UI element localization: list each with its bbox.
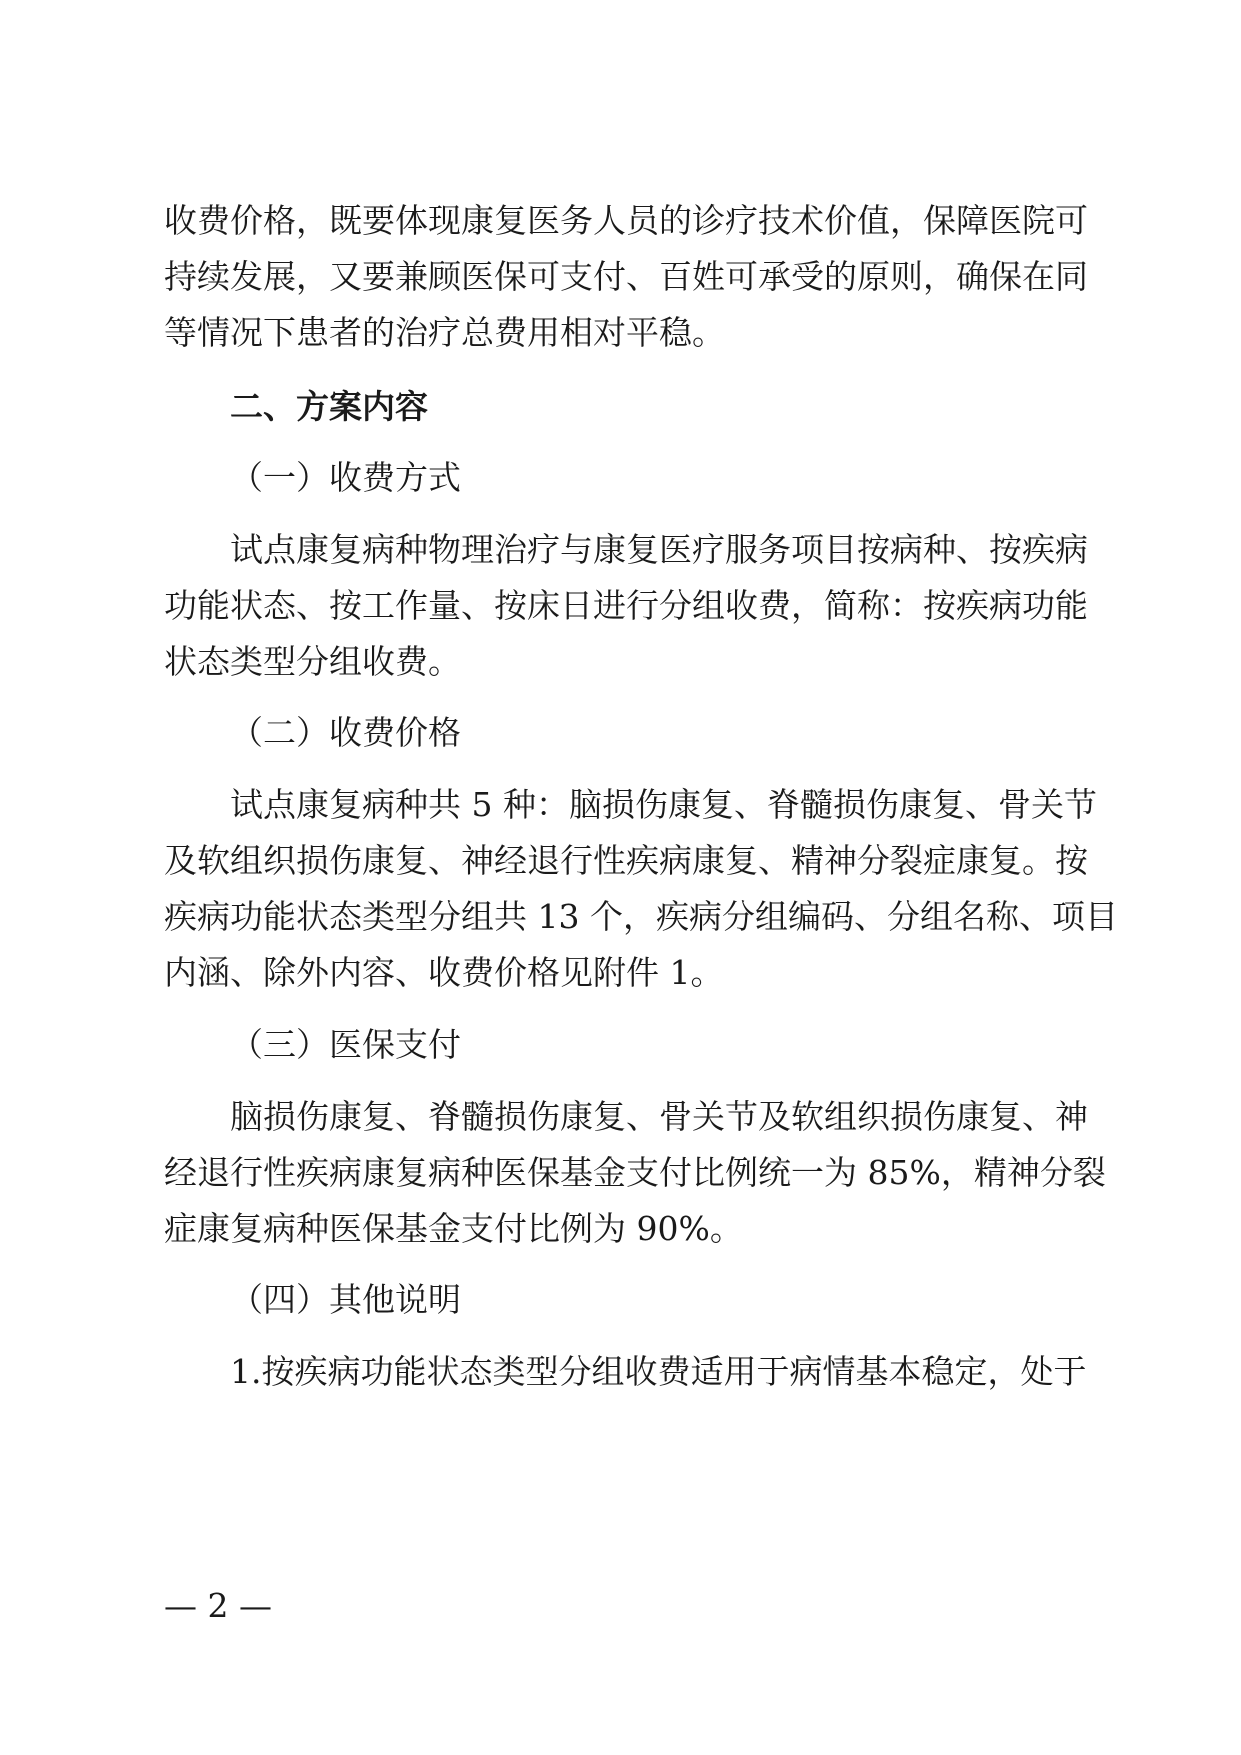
subsection-heading: （三）医保支付 xyxy=(230,1025,461,1064)
paragraph-line: 持续发展，又要兼顾医保可支付、百姓可承受的原则，确保在同 xyxy=(164,257,1088,296)
paragraph-line: 试点康复病种共 5 种：脑损伤康复、脊髓损伤康复、骨关节 xyxy=(230,785,1097,824)
paragraph-line: 经退行性疾病康复病种医保基金支付比例统一为 85%，精神分裂 xyxy=(164,1153,1106,1192)
paragraph-line: 收费价格，既要体现康复医务人员的诊疗技术价值，保障医院可 xyxy=(164,201,1088,240)
section-heading: 二、方案内容 xyxy=(230,387,428,426)
subsection-heading: （一）收费方式 xyxy=(230,458,461,497)
paragraph-line: 脑损伤康复、脊髓损伤康复、骨关节及软组织损伤康复、神 xyxy=(230,1097,1088,1136)
subsection-heading: （二）收费价格 xyxy=(230,713,461,752)
subsection-heading: （四）其他说明 xyxy=(230,1280,461,1319)
paragraph-line: 功能状态、按工作量、按床日进行分组收费，简称：按疾病功能 xyxy=(164,586,1088,625)
paragraph-line: 及软组织损伤康复、神经退行性疾病康复、精神分裂症康复。按 xyxy=(164,841,1088,880)
paragraph-line: 1.按疾病功能状态类型分组收费适用于病情基本稳定，处于 xyxy=(230,1352,1087,1391)
paragraph-line: 试点康复病种物理治疗与康复医疗服务项目按病种、按疾病 xyxy=(230,530,1088,569)
paragraph-line: 疾病功能状态类型分组共 13 个，疾病分组编码、分组名称、项目 xyxy=(164,897,1118,936)
paragraph-line: 状态类型分组收费。 xyxy=(164,642,461,681)
paragraph-line: 等情况下患者的治疗总费用相对平稳。 xyxy=(164,313,725,352)
paragraph-line: 内涵、除外内容、收费价格见附件 1。 xyxy=(164,953,724,992)
page-number: — 2 — xyxy=(164,1586,272,1625)
paragraph-line: 症康复病种医保基金支付比例为 90%。 xyxy=(164,1209,743,1248)
